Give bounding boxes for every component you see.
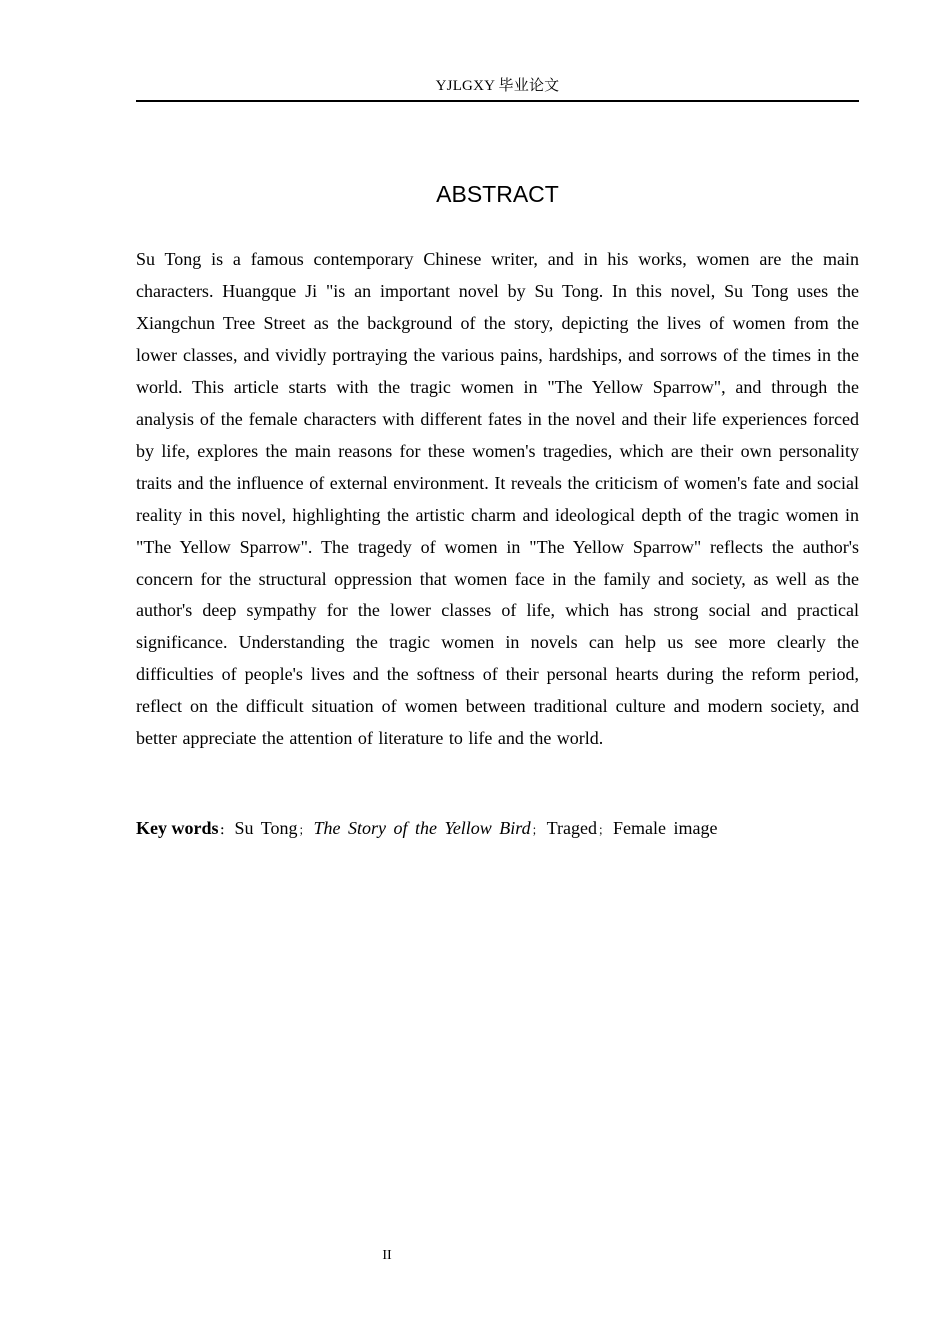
- keyword-separator: ；: [598, 823, 611, 837]
- keyword-item: Traged: [546, 818, 598, 838]
- keywords-label: Key words: [136, 818, 219, 838]
- abstract-title: ABSTRACT: [436, 181, 559, 207]
- running-header: YJLGXY 毕业论文: [435, 78, 560, 94]
- keyword-separator: ；: [298, 823, 311, 837]
- abstract-body: Su Tong is a famous contemporary Chinese writer, and in his works, women are the main characters. Huangque Ji "is an important novel by Su Tong. In this novel, Su Tong uses the Xiangchun Tree Street as the background of the story, depicting the lives of women from the lower classes, and vividly portraying the various pains, hardships, and sorrows of the times in the world. This article starts with the tragic women in "The Yellow Sparrow", and through the analysis of the female characters with different fates in the novel and their life experiences forced by life, explores the main reasons for these women's tragedies, which are their own personality traits and the influence of external environment. It reveals the criticism of women's fate and social reality in this novel, highlighting the artistic charm and ideological depth of the tragic women in "The Yellow Sparrow". The tragedy of women in "The Yellow Sparrow" reflects the author's concern for the structural oppression that women face in the family and society, as well as the author's deep sympathy for the lower classes of life, which has strong social and practical significance. Understanding the tragic women in novels can help us see more clearly the difficulties of people's lives and the softness of their personal hearts during the reform period, reflect on the difficult situation of women between traditional culture and modern society, and better appreciate the attention of literature to life and the world.: [136, 249, 859, 749]
- page-number: II: [382, 1248, 392, 1263]
- keyword-item: Female image: [613, 818, 718, 838]
- keywords-label-separator: ：: [219, 823, 232, 837]
- keywords-line: [136, 815, 859, 843]
- keyword-separator: ；: [531, 823, 544, 837]
- header-rule: [136, 100, 859, 102]
- keyword-item: Su Tong: [234, 818, 298, 838]
- keyword-item: The Story of the Yellow Bird: [313, 818, 531, 838]
